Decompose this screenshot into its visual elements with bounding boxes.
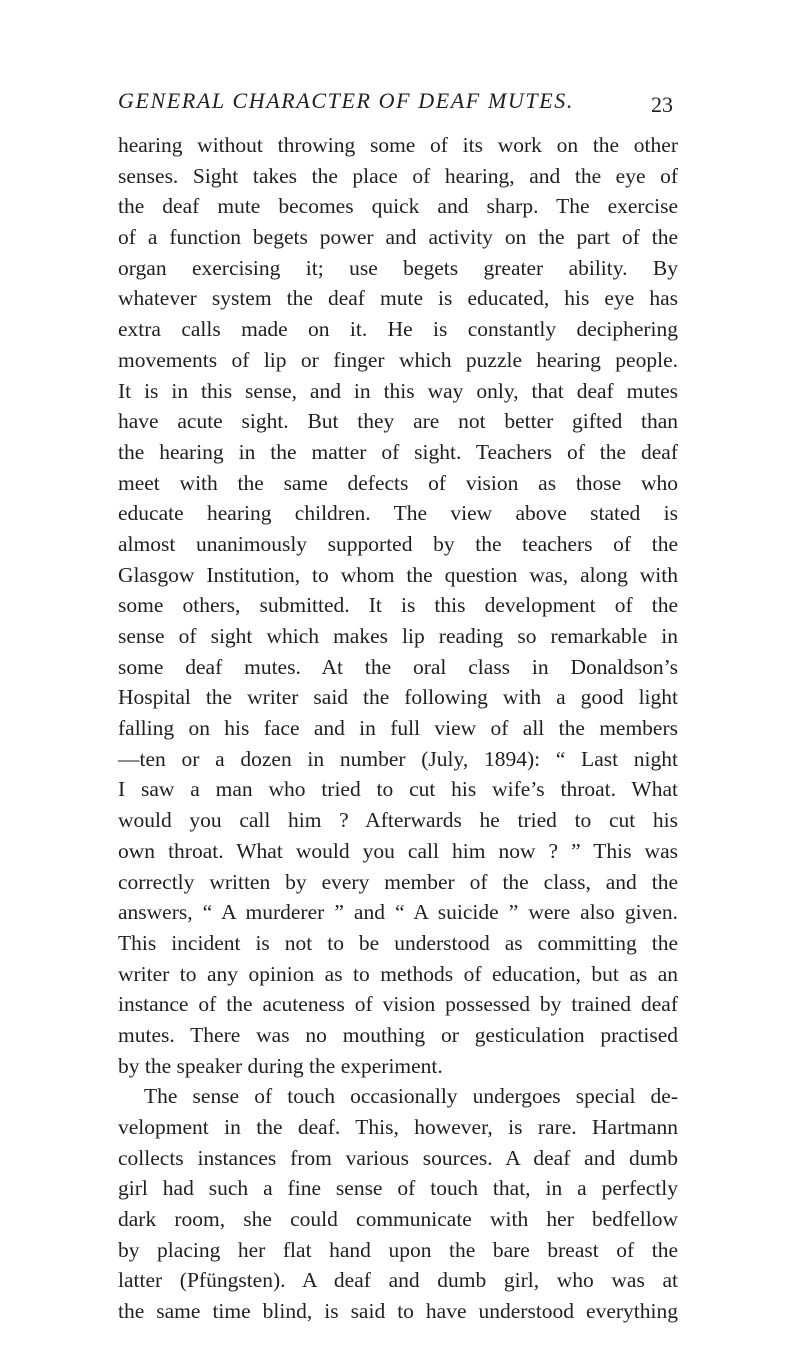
text-line: own throat. What would you call him now ? ” This was	[118, 838, 678, 863]
text-line: almost unanimously supported by the teachers of the	[118, 531, 678, 556]
running-head	[0, 88, 800, 122]
text-line: dark room, she could communicate with her bedfellow	[118, 1207, 678, 1232]
text-line: This incident is not to be understood as committing the	[118, 930, 678, 955]
text-line: some deaf mutes. At the oral class in Donaldson’s	[118, 654, 678, 679]
paragraph-end-line: by the speaker during the experiment.	[118, 1053, 443, 1078]
text-line: falling on his face and in full view of all the members	[118, 716, 678, 741]
text-line: sense of sight which makes lip reading so remarkable in	[118, 624, 678, 648]
text-line: girl had such a fine sense of touch that, in a perfectly	[118, 1176, 678, 1201]
text-line: the deaf mute becomes quick and sharp. The exercise	[118, 194, 678, 219]
text-line: movements of lip or finger which puzzle hearing people.	[118, 347, 678, 372]
text-line: mutes. There was no mouthing or gesticulation practised	[118, 1022, 678, 1047]
text-line: by placing her flat hand upon the bare breast of the	[118, 1237, 678, 1262]
text-line: —ten or a dozen in number (July, 1894): “ Last night	[118, 746, 678, 771]
text-line: the hearing in the matter of sight. Teachers of the deaf	[118, 439, 678, 464]
text-line: correctly written by every member of the class, and the	[118, 869, 678, 894]
text-line: of a function begets power and activity on the part of the	[118, 225, 678, 250]
text-line: senses. Sight takes the place of hearing, and the eye of	[118, 163, 678, 188]
text-line: I saw a man who tried to cut his wife’s throat. What	[118, 777, 678, 802]
text-line: It is in this sense, and in this way only, that deaf mutes	[118, 378, 678, 403]
text-line: meet with the same defects of vision as those who	[118, 470, 678, 495]
text-line: instance of the acuteness of vision possessed by trained deaf	[118, 992, 678, 1017]
text-line: have acute sight. But they are not better gifted than	[118, 409, 678, 434]
page-number: 23	[651, 92, 673, 117]
text-line: velopment in the deaf. This, however, is rare. Hartmann	[118, 1115, 678, 1139]
text-line: writer to any opinion as to methods of education, but as an	[118, 961, 678, 986]
text-line: educate hearing children. The view above stated is	[118, 501, 678, 526]
text-line: Glasgow Institution, to whom the question was, along with	[118, 562, 678, 587]
text-line: hearing without throwing some of its work on the other	[118, 133, 678, 157]
text-line: latter (Pfüngsten). A deaf and dumb girl, who was at	[118, 1268, 678, 1293]
paragraph-start-line: The sense of touch occasionally undergoes special de-	[144, 1084, 678, 1109]
text-line: organ exercising it; use begets greater ability. By	[118, 255, 678, 280]
running-title: GENERAL CHARACTER OF DEAF MUTES.	[118, 88, 574, 113]
text-line: some others, submitted. It is this development of the	[118, 593, 678, 618]
text-line: collects instances from various sources. A deaf and dumb	[118, 1145, 678, 1170]
text-line: Hospital the writer said the following with a good light	[118, 685, 678, 710]
text-line: whatever system the deaf mute is educated, his eye has	[118, 286, 678, 311]
text-line: answers, “ A murderer ” and “ A suicide ” were also given.	[118, 900, 678, 925]
text-line: would you call him ? Afterwards he tried to cut his	[118, 808, 678, 833]
text-line: the same time blind, is said to have understood everything	[118, 1299, 678, 1324]
body-text	[118, 130, 678, 1327]
text-line: extra calls made on it. He is constantly deciphering	[118, 317, 678, 342]
